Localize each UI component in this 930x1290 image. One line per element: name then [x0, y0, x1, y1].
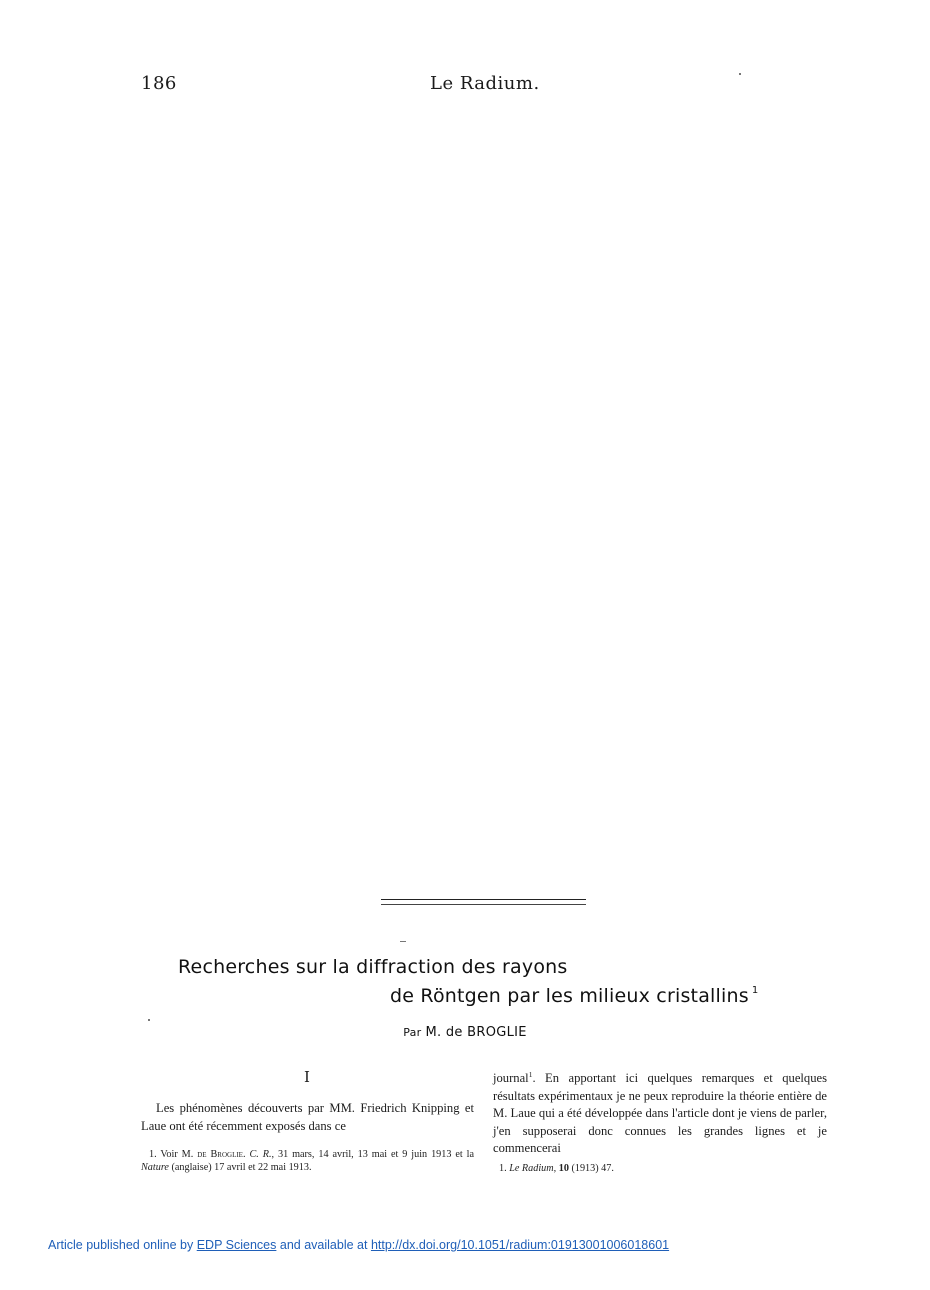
- publisher-note-lead: Article published online by: [48, 1238, 194, 1252]
- footnote-left-end: (anglaise) 17 avril et 22 mai 1913.: [171, 1162, 312, 1173]
- byline-prefix: Par: [403, 1026, 422, 1039]
- publisher-note: [48, 1238, 669, 1252]
- edp-sciences-link[interactable]: EDP Sciences: [196, 1238, 277, 1252]
- paragraph-left-column: Les phénomènes découverts par MM. Friedrich Knipping et Laue ont été récemment exposés dans ce: [141, 1101, 474, 1133]
- title-rule-top: [381, 899, 586, 900]
- running-title: Le Radium.: [430, 73, 540, 94]
- article-title-line-2: [390, 985, 758, 1007]
- publisher-note-middle: and available at: [279, 1238, 368, 1252]
- footnote-right-end: (1913) 47.: [571, 1163, 614, 1174]
- page-number: 186: [141, 73, 177, 94]
- scan-speck: [739, 73, 741, 75]
- article-title-line-1: Recherches sur la diffraction des rayons: [178, 956, 568, 978]
- section-number: I: [304, 1068, 310, 1086]
- footnote-right-volume: 10: [558, 1163, 569, 1174]
- journal-note-mark: 1: [528, 1070, 533, 1079]
- footnote-right-lead: 1.: [499, 1163, 507, 1174]
- byline: [0, 1025, 930, 1040]
- title-note-mark: 1: [751, 985, 759, 996]
- paragraph-right-rest: . En apportant ici quelques remarques et quelques résultats expérimentaux je ne peux reproduire la théorie entière de M. Laue qui a été développée dans l'article dont je viens de parler, j'en supposerai donc connues les grandes lignes et je commencerai: [493, 1071, 827, 1155]
- title-rule-bottom: [381, 904, 586, 905]
- scan-speck: [400, 941, 406, 942]
- doi-link[interactable]: http://dx.doi.org/10.1051/radium:01913001006018601: [370, 1238, 670, 1252]
- author-name: M. de BROGLIE: [425, 1025, 527, 1040]
- paragraph-right-start: journal: [493, 1071, 529, 1085]
- footnote-left: 1. Voir M. de Broglie. C. R., 31 mars, 14 avril, 13 mai et 9 juin 1913 et la Nature (anglaise) 17 avril et 22 mai 1913.: [141, 1149, 475, 1173]
- footnote-left-dates: , 31 mars, 14 avril, 13 mai et 9 juin 1913 et la: [271, 1149, 475, 1160]
- footnote-left-abbrev: C. R.: [249, 1149, 272, 1160]
- footnote-left-journal: Nature: [141, 1162, 169, 1173]
- title-line-2-text: de Röntgen par les milieux cristallins: [390, 985, 749, 1007]
- paragraph-right-column: [493, 1066, 827, 1158]
- footnote-left-lead: 1. Voir M.: [149, 1149, 194, 1160]
- scan-speck: [148, 1019, 150, 1021]
- footnote-left-author: de Broglie: [197, 1149, 243, 1160]
- footnote-right-journal: Le Radium,: [509, 1163, 557, 1174]
- footnote-right: [493, 1162, 827, 1175]
